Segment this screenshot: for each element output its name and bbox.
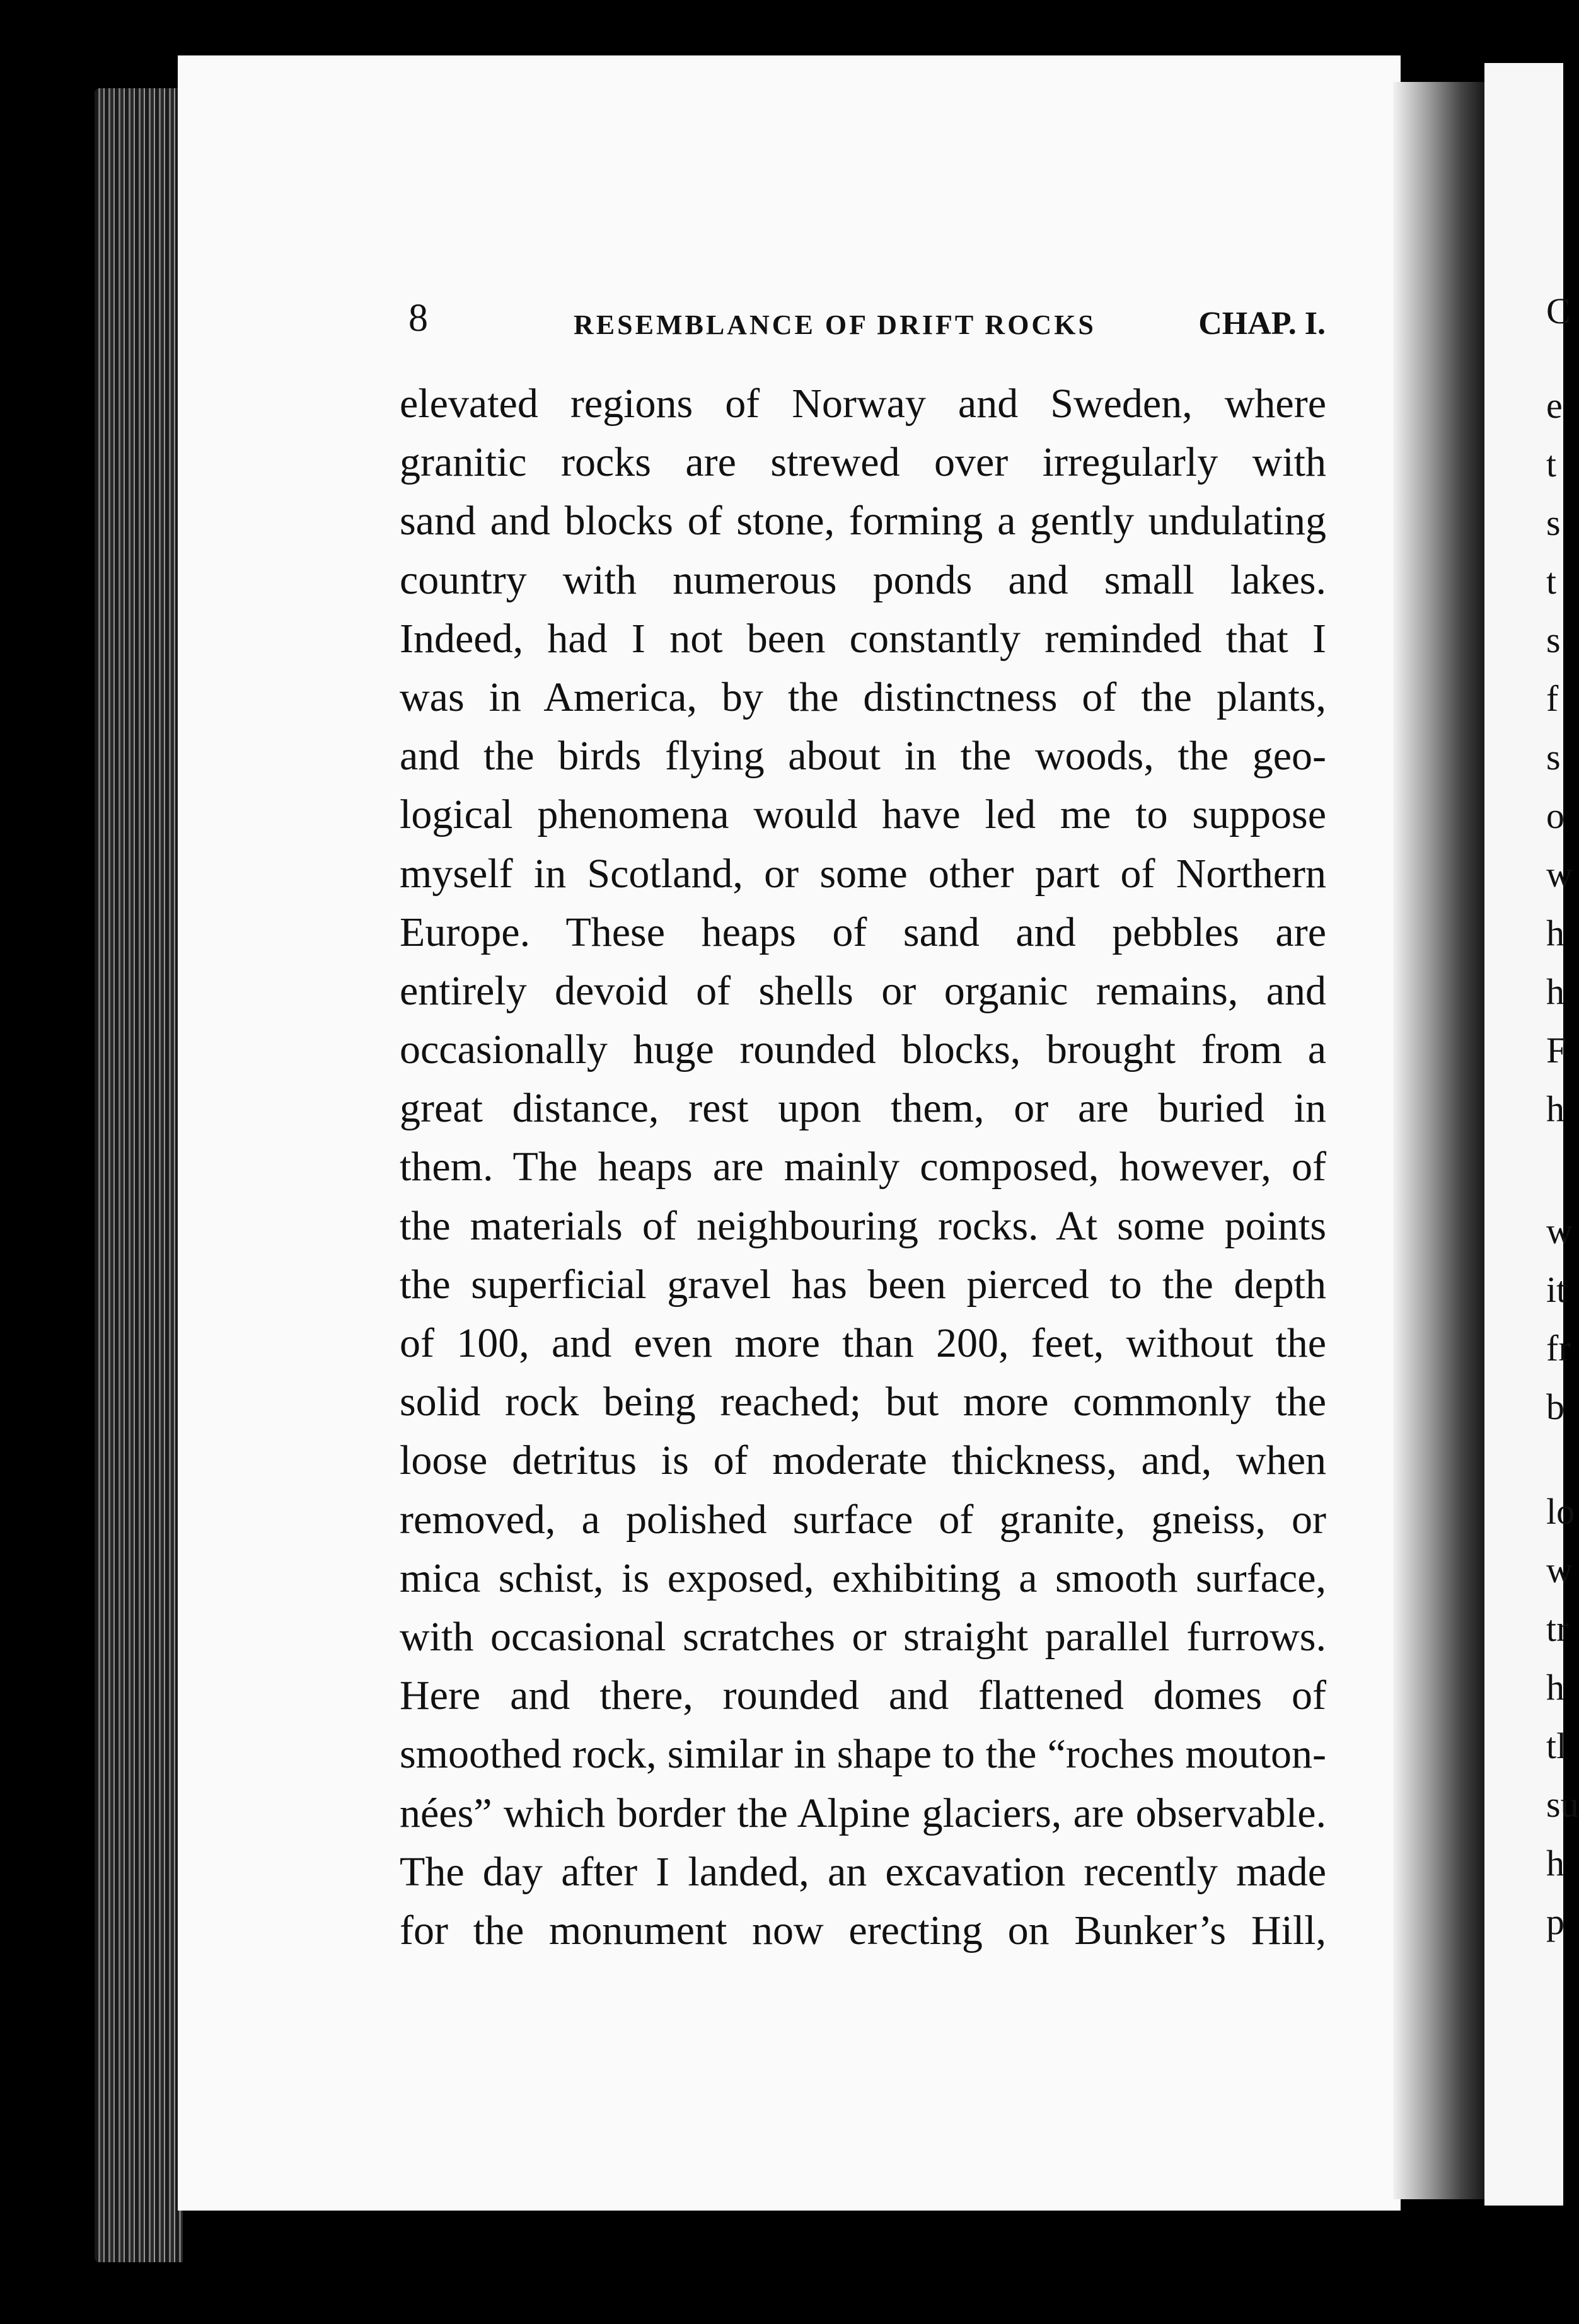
next-page-text: h — [1546, 1843, 1565, 1884]
next-page-text: lo — [1546, 1491, 1575, 1532]
next-page-text: t — [1546, 444, 1557, 485]
text-line: the materials of neighbouring rocks. At some points — [400, 1202, 1326, 1249]
text-line: sand and blocks of stone, forming a gently undulating — [400, 498, 1326, 544]
text-line: loose detritus is of moderate thickness, and, when — [400, 1437, 1326, 1484]
text-line: the superficial gravel has been pierced to the depth — [400, 1261, 1326, 1308]
next-page-text: s — [1546, 737, 1561, 778]
text-line: solid rock being reached; but more commonly the — [400, 1379, 1326, 1425]
text-line: mica schist, is exposed, exhibiting a smooth surface, — [400, 1555, 1326, 1601]
page-number: 8 — [408, 297, 428, 340]
next-page-text: F — [1546, 1030, 1567, 1071]
next-page-text: tr — [1546, 1608, 1569, 1649]
next-page-text: su — [1546, 1784, 1579, 1825]
next-page-text: t — [1546, 561, 1557, 602]
next-page-text: o — [1546, 795, 1565, 836]
running-header — [408, 296, 1326, 347]
text-line: Indeed, had I not been constantly reminded that I — [400, 615, 1326, 662]
next-page-text: p — [1546, 1901, 1565, 1942]
text-line: logical phenomena would have led me to suppose — [400, 791, 1326, 838]
next-page-text: f — [1546, 678, 1559, 719]
book-gutter-shadow — [1393, 82, 1484, 2199]
next-page-text: it — [1546, 1269, 1567, 1310]
text-line: was in America, by the distinctness of the plants, — [400, 674, 1326, 720]
next-page-text: fr — [1546, 1328, 1571, 1369]
running-title: RESEMBLANCE OF DRIFT ROCKS — [574, 309, 1096, 340]
text-line: nées” which border the Alpine glaciers, are observable. — [400, 1790, 1326, 1836]
text-line: and the birds flying about in the woods, the geo- — [400, 733, 1326, 779]
next-page-text: b — [1546, 1386, 1565, 1427]
text-line: occasionally huge rounded blocks, brought from a — [400, 1027, 1326, 1073]
text-line: Europe. These heaps of sand and pebbles are — [400, 909, 1326, 955]
book-page-edges — [95, 88, 183, 2262]
text-line: country with numerous ponds and small lakes. — [400, 556, 1326, 603]
chapter-label: CHAP. I. — [1198, 306, 1326, 342]
text-line: elevated regions of Norway and Sweden, where — [400, 381, 1326, 427]
text-line: myself in Scotland, or some other part of Northern — [400, 850, 1326, 897]
next-page-text: C — [1546, 290, 1571, 331]
next-page-text: w — [1546, 1211, 1573, 1251]
next-page-text: h — [1546, 912, 1565, 953]
text-line: of 100, and even more than 200, feet, without the — [400, 1320, 1326, 1366]
next-page-text: h — [1546, 1088, 1565, 1129]
text-line: them. The heaps are mainly composed, however, of — [400, 1144, 1326, 1190]
text-line: granitic rocks are strewed over irregularly with — [400, 439, 1326, 486]
next-page-text: s — [1546, 502, 1561, 543]
text-line: great distance, rest upon them, or are buried in — [400, 1085, 1326, 1132]
next-page-text: h — [1546, 1667, 1565, 1708]
text-line: smoothed rock, similar in shape to the “roches mouton- — [400, 1731, 1326, 1778]
text-line: with occasional scratches or straight parallel furrows. — [400, 1613, 1326, 1660]
next-page-text: s — [1546, 619, 1561, 660]
body-text — [400, 374, 1326, 1960]
next-page-text: tl — [1546, 1725, 1567, 1766]
text-line: The day after I landed, an excavation recently made — [400, 1848, 1326, 1895]
text-line: entirely devoid of shells or organic remains, and — [400, 967, 1326, 1014]
text-line: for the monument now erecting on Bunker’s Hill, — [400, 1907, 1326, 1953]
text-line: Here and there, rounded and flattened domes of — [400, 1672, 1326, 1719]
text-line: removed, a polished surface of granite, gneiss, or — [400, 1496, 1326, 1543]
next-page-text: w — [1546, 854, 1573, 895]
next-page-text: e — [1546, 385, 1563, 426]
next-page-fragment — [1484, 63, 1579, 2206]
next-page-text: w — [1546, 1550, 1573, 1591]
next-page-text: h — [1546, 971, 1565, 1012]
